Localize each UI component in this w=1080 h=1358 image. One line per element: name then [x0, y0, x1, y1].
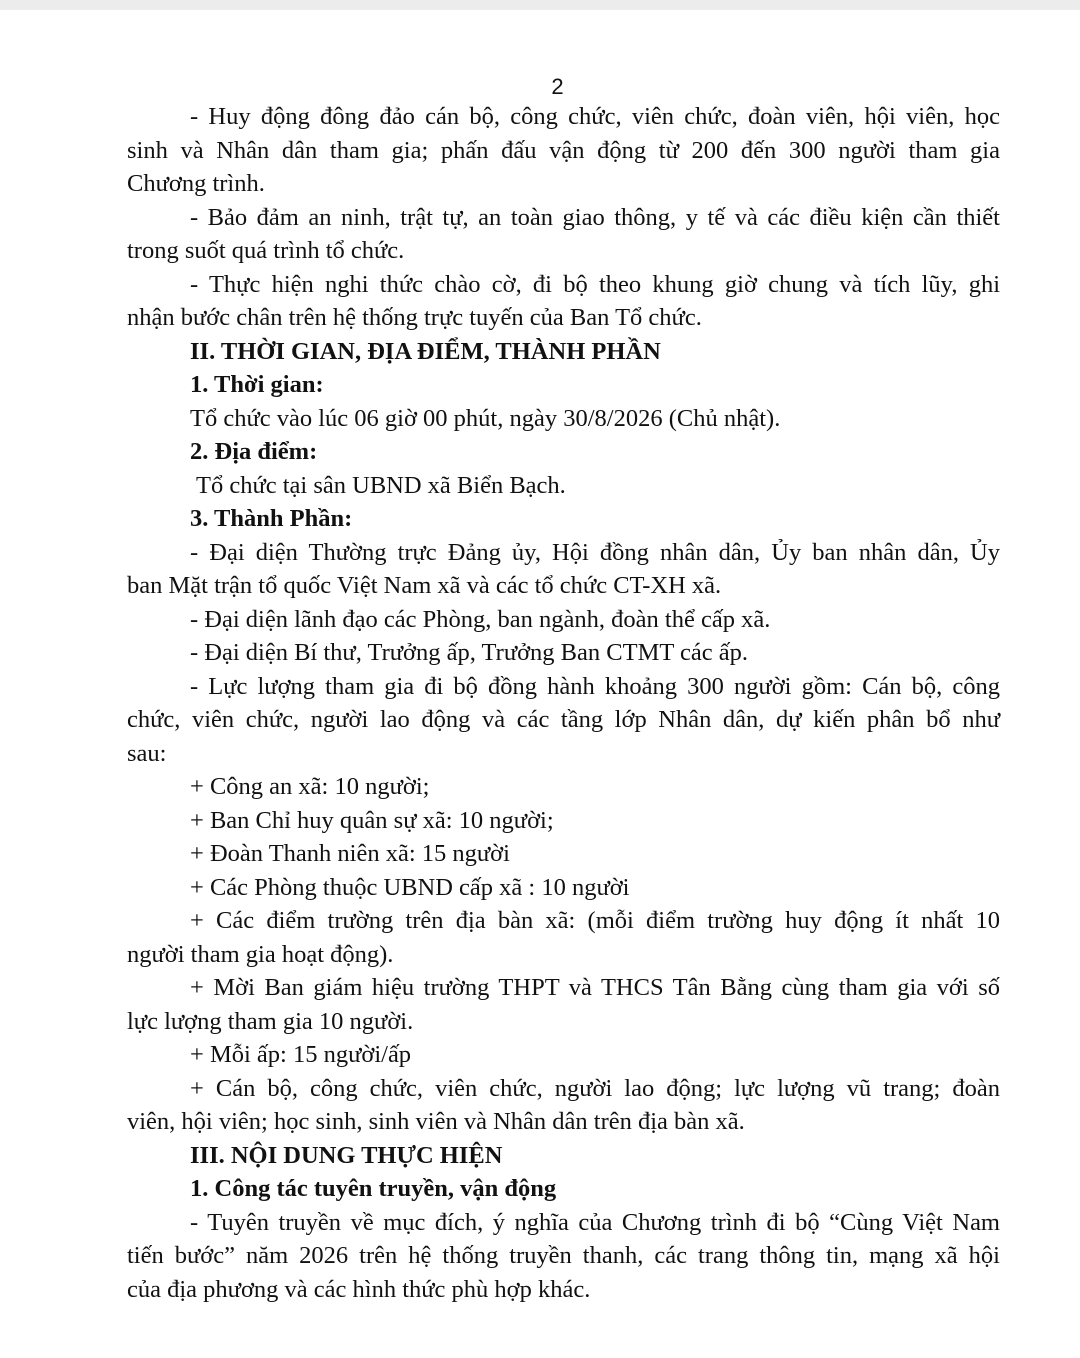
list-item: + Ban Chỉ huy quân sự xã: 10 người;	[190, 807, 554, 834]
paragraph-line: - Đại diện lãnh đạo các Phòng, ban ngành, đoàn thể cấp xã.	[190, 606, 771, 633]
paragraph-line: - Thực hiện nghi thức chào cờ, đi bộ theo khung giờ chung và tích lũy, ghi	[190, 271, 1000, 298]
paragraph-line: của địa phương và các hình thức phù hợp khác.	[127, 1276, 591, 1303]
subsection-heading: 1. Công tác tuyên truyền, vận động	[190, 1175, 557, 1202]
paragraph-line: Chương trình.	[127, 170, 265, 197]
list-item-continuation: lực lượng tham gia 10 người.	[127, 1008, 414, 1035]
paragraph-line: tiến bước” năm 2026 trên hệ thống truyền thanh, các trang thông tin, mạng xã hội	[127, 1242, 1000, 1269]
paragraph-line: sinh và Nhân dân tham gia; phấn đấu vận động từ 200 đến 300 người tham gia	[127, 137, 1000, 164]
section-heading: III. NỘI DUNG THỰC HIỆN	[190, 1142, 503, 1169]
paragraph-line: - Bảo đảm an ninh, trật tự, an toàn giao thông, y tế và các điều kiện cần thiết	[190, 204, 1000, 231]
list-item: + Cán bộ, công chức, viên chức, người lao động; lực lượng vũ trang; đoàn	[190, 1075, 1000, 1102]
list-item: + Mỗi ấp: 15 người/ấp	[190, 1041, 412, 1068]
list-item-continuation: người tham gia hoạt động).	[127, 941, 394, 968]
list-item: + Các điểm trường trên địa bàn xã: (mỗi điểm trường huy động ít nhất 10	[190, 907, 1000, 934]
list-item: + Đoàn Thanh niên xã: 15 người	[190, 840, 510, 867]
paragraph-line: ban Mặt trận tổ quốc Việt Nam xã và các tổ chức CT-XH xã.	[127, 572, 722, 599]
list-item: + Mời Ban giám hiệu trường THPT và THCS Tân Bằng cùng tham gia với số	[190, 974, 1000, 1001]
paragraph-line: chức, viên chức, người lao động và các tầng lớp Nhân dân, dự kiến phân bổ như	[127, 706, 1000, 733]
paragraph-line: - Đại diện Bí thư, Trưởng ấp, Trưởng Ban CTMT các ấp.	[190, 639, 749, 666]
paragraph-line: - Đại diện Thường trực Đảng ủy, Hội đồng nhân dân, Ủy ban nhân dân, Ủy	[190, 539, 1000, 566]
subsection-heading: 2. Địa điểm:	[190, 438, 318, 465]
list-item: + Công an xã: 10 người;	[190, 773, 430, 800]
paragraph-line: Tổ chức vào lúc 06 giờ 00 phút, ngày 30/8/2026 (Chủ nhật).	[190, 405, 781, 432]
viewer-top-band	[0, 0, 1080, 10]
paragraph-line: trong suốt quá trình tổ chức.	[127, 237, 405, 264]
paragraph-line: nhận bước chân trên hệ thống trực tuyến của Ban Tổ chức.	[127, 304, 702, 331]
subsection-heading: 3. Thành Phần:	[190, 505, 353, 532]
document-page	[0, 10, 1080, 1358]
paragraph-line: sau:	[127, 740, 167, 767]
list-item: + Các Phòng thuộc UBND cấp xã : 10 người	[190, 874, 630, 901]
page-number: 2	[551, 74, 564, 99]
paragraph-line: - Lực lượng tham gia đi bộ đồng hành khoảng 300 người gồm: Cán bộ, công	[190, 673, 1000, 700]
paragraph-line: - Huy động đông đảo cán bộ, công chức, viên chức, đoàn viên, hội viên, học	[190, 103, 1000, 130]
section-heading: II. THỜI GIAN, ĐỊA ĐIỂM, THÀNH PHẦN	[190, 338, 661, 365]
paragraph-line: - Tuyên truyền về mục đích, ý nghĩa của Chương trình đi bộ “Cùng Việt Nam	[190, 1209, 1000, 1236]
list-item-continuation: viên, hội viên; học sinh, sinh viên và Nhân dân trên địa bàn xã.	[127, 1108, 745, 1135]
paragraph-line: Tổ chức tại sân UBND xã Biển Bạch.	[196, 472, 566, 499]
subsection-heading: 1. Thời gian:	[190, 371, 324, 398]
